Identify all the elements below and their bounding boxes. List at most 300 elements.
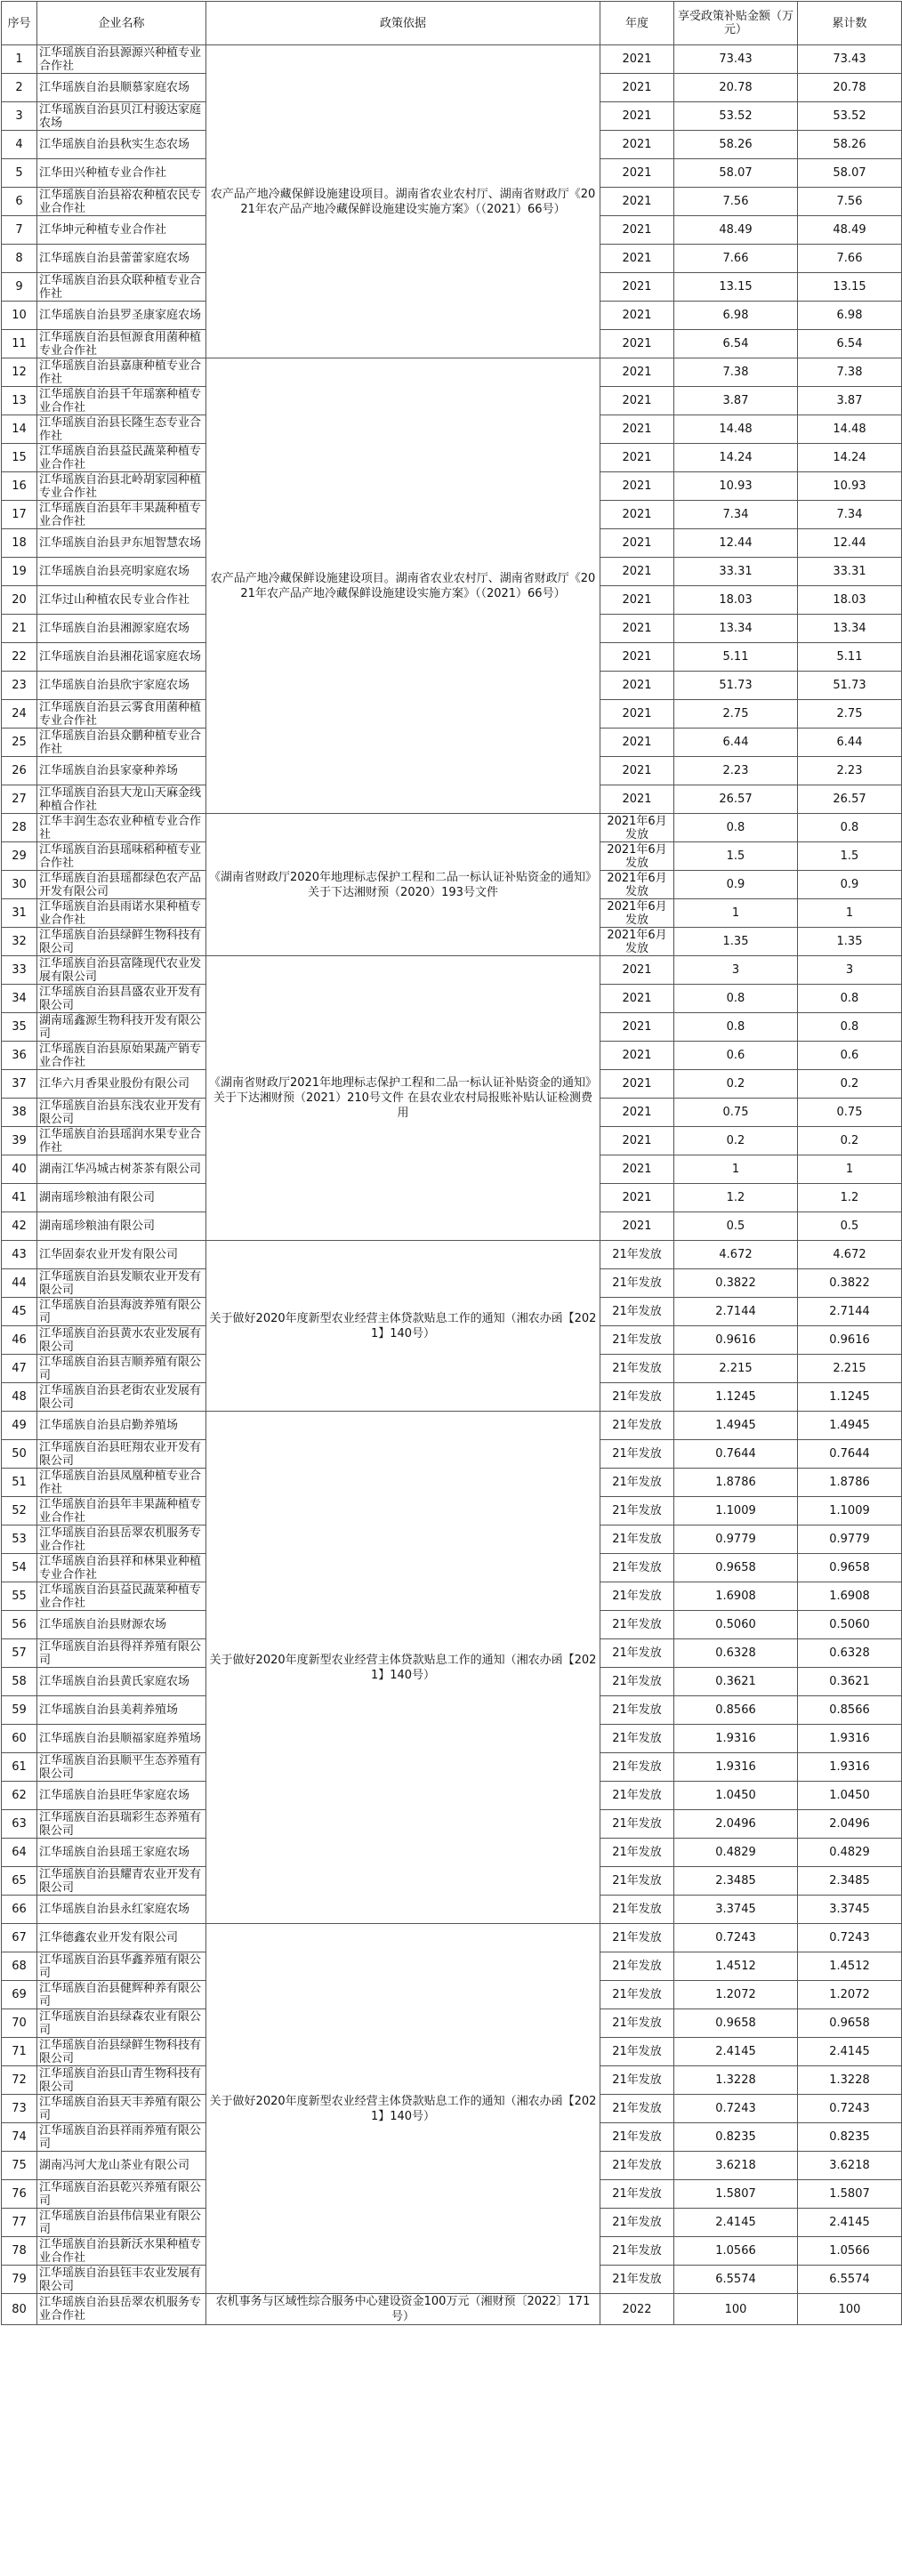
- subsidy-amount: 13.34: [674, 615, 798, 643]
- cumulative-total: 2.3485: [798, 1867, 902, 1896]
- enterprise-name: 江华丰润生态农业种植专业合作社: [37, 814, 206, 842]
- enterprise-name: 江华瑶族自治县岳翠农机服务专业合作社: [37, 2294, 206, 2325]
- enterprise-name: 江华瑶族自治县大龙山天麻金线种植合作社: [37, 785, 206, 814]
- subsidy-amount: 1.35: [674, 928, 798, 956]
- enterprise-name: 江华瑶族自治县乾兴养殖有限公司: [37, 2180, 206, 2209]
- cumulative-total: 1.5807: [798, 2180, 902, 2209]
- table-row: [2, 1241, 902, 1269]
- row-number: 30: [2, 871, 37, 899]
- cumulative-total: 1.5: [798, 842, 902, 871]
- year-cell: 2021年6月发放: [600, 928, 674, 956]
- policy-basis: 农机事务与区域性综合服务中心建设资金100万元（湘财预〔2022〕171号）: [206, 2294, 600, 2325]
- enterprise-name: 江华过山种植农民专业合作社: [37, 586, 206, 615]
- row-number: 45: [2, 1298, 37, 1326]
- row-number: 44: [2, 1269, 37, 1298]
- cumulative-total: 2.4145: [798, 2038, 902, 2066]
- enterprise-name: 江华瑶族自治县伟信果业有限公司: [37, 2209, 206, 2237]
- year-cell: 2021: [600, 501, 674, 529]
- year-cell: 21年发放: [600, 2237, 674, 2266]
- year-cell: 21年发放: [600, 1611, 674, 1639]
- year-cell: 21年发放: [600, 1326, 674, 1355]
- enterprise-name: 江华瑶族自治县东浅农业开发有限公司: [37, 1099, 206, 1127]
- row-number: 8: [2, 245, 37, 273]
- subsidy-amount: 26.57: [674, 785, 798, 814]
- year-cell: 2021: [600, 216, 674, 245]
- row-number: 22: [2, 643, 37, 672]
- year-cell: 2021: [600, 273, 674, 302]
- subsidy-amount: 7.56: [674, 188, 798, 216]
- subsidy-amount: 1: [674, 899, 798, 928]
- year-cell: 21年发放: [600, 1497, 674, 1525]
- subsidy-amount: 0.9658: [674, 2009, 798, 2038]
- cumulative-total: 6.44: [798, 729, 902, 757]
- enterprise-name: 江华瑶族自治县益民蔬菜种植专业合作社: [37, 1582, 206, 1611]
- enterprise-name: 江华瑶族自治县千年瑶寨种植专业合作社: [37, 387, 206, 415]
- year-cell: 2021: [600, 444, 674, 472]
- row-number: 69: [2, 1981, 37, 2009]
- row-number: 49: [2, 1412, 37, 1440]
- subsidy-amount: 1: [674, 1155, 798, 1184]
- enterprise-name: 江华瑶族自治县旺翔农业开发有限公司: [37, 1440, 206, 1469]
- subsidy-amount: 6.54: [674, 330, 798, 358]
- policy-basis: 《湖南省财政厅2020年地理标志保护工程和二品一标认证补贴资金的通知》关于下达湘财预（2020）193号文件: [206, 814, 600, 956]
- row-number: 39: [2, 1127, 37, 1155]
- subsidy-amount: 14.48: [674, 415, 798, 444]
- year-cell: 2022: [600, 2294, 674, 2325]
- subsidy-amount: 53.52: [674, 102, 798, 131]
- year-cell: 21年发放: [600, 1839, 674, 1867]
- row-number: 32: [2, 928, 37, 956]
- year-cell: 21年发放: [600, 1810, 674, 1839]
- year-cell: 21年发放: [600, 1469, 674, 1497]
- year-cell: 21年发放: [600, 1525, 674, 1554]
- enterprise-name: 江华瑶族自治县瑶味稻种植专业合作社: [37, 842, 206, 871]
- cumulative-total: 6.54: [798, 330, 902, 358]
- subsidy-amount: 14.24: [674, 444, 798, 472]
- cumulative-total: 10.93: [798, 472, 902, 501]
- enterprise-name: 江华瑶族自治县欣宇家庭农场: [37, 672, 206, 700]
- policy-basis: 关于做好2020年度新型农业经营主体贷款贴息工作的通知（湘农办函【2021】140号）: [206, 1241, 600, 1412]
- subsidy-amount: 58.07: [674, 159, 798, 188]
- row-number: 47: [2, 1355, 37, 1383]
- cumulative-total: 0.3621: [798, 1668, 902, 1696]
- subsidy-amount: 2.3485: [674, 1867, 798, 1896]
- cumulative-total: 1.6908: [798, 1582, 902, 1611]
- subsidy-amount: 20.78: [674, 74, 798, 102]
- subsidy-amount: 6.44: [674, 729, 798, 757]
- subsidy-amount: 0.4829: [674, 1839, 798, 1867]
- subsidy-amount: 2.7144: [674, 1298, 798, 1326]
- enterprise-name: 江华瑶族自治县罗圣康家庭农场: [37, 302, 206, 330]
- subsidy-amount: 10.93: [674, 472, 798, 501]
- row-number: 10: [2, 302, 37, 330]
- row-number: 73: [2, 2095, 37, 2123]
- enterprise-name: 江华瑶族自治县秋实生态农场: [37, 131, 206, 159]
- enterprise-name: 江华瑶族自治县顺福家庭养殖场: [37, 1725, 206, 1753]
- table-body: [2, 45, 902, 2325]
- cumulative-total: 0.8: [798, 1013, 902, 1042]
- subsidy-amount: 13.15: [674, 273, 798, 302]
- year-cell: 2021年6月发放: [600, 842, 674, 871]
- cumulative-total: 7.34: [798, 501, 902, 529]
- cumulative-total: 7.56: [798, 188, 902, 216]
- year-cell: 21年发放: [600, 2123, 674, 2152]
- cumulative-total: 58.07: [798, 159, 902, 188]
- subsidy-amount: 0.6: [674, 1042, 798, 1070]
- subsidy-amount: 0.5060: [674, 1611, 798, 1639]
- row-number: 31: [2, 899, 37, 928]
- year-cell: 2021: [600, 302, 674, 330]
- cumulative-total: 48.49: [798, 216, 902, 245]
- cumulative-total: 2.7144: [798, 1298, 902, 1326]
- enterprise-name: 江华瑶族自治县绿鲜生物科技有限公司: [37, 2038, 206, 2066]
- row-number: 6: [2, 188, 37, 216]
- cumulative-total: 0.4829: [798, 1839, 902, 1867]
- row-number: 37: [2, 1070, 37, 1099]
- cumulative-total: 7.66: [798, 245, 902, 273]
- year-cell: 2021年6月发放: [600, 871, 674, 899]
- table-row: [2, 1924, 902, 1952]
- enterprise-name: 江华瑶族自治县岳翠农机服务专业合作社: [37, 1525, 206, 1554]
- subsidy-amount: 0.3822: [674, 1269, 798, 1298]
- enterprise-name: 江华瑶族自治县天丰养殖有限公司: [37, 2095, 206, 2123]
- cumulative-total: 0.9658: [798, 1554, 902, 1582]
- enterprise-name: 江华瑶族自治县众鹏种植专业合作社: [37, 729, 206, 757]
- row-number: 14: [2, 415, 37, 444]
- enterprise-name: 江华固泰农业开发有限公司: [37, 1241, 206, 1269]
- row-number: 29: [2, 842, 37, 871]
- row-number: 23: [2, 672, 37, 700]
- year-cell: 21年发放: [600, 1668, 674, 1696]
- enterprise-name: 江华瑶族自治县年丰果蔬种植专业合作社: [37, 501, 206, 529]
- enterprise-name: 江华瑶族自治县吉顺养殖有限公司: [37, 1355, 206, 1383]
- row-number: 64: [2, 1839, 37, 1867]
- enterprise-name: 江华瑶族自治县嘉康种植专业合作社: [37, 358, 206, 387]
- subsidy-amount: 0.8235: [674, 2123, 798, 2152]
- cumulative-total: 13.34: [798, 615, 902, 643]
- subsidy-amount: 1.6908: [674, 1582, 798, 1611]
- cumulative-total: 1.1245: [798, 1383, 902, 1412]
- enterprise-name: 江华瑶族自治县原始果蔬产销专业合作社: [37, 1042, 206, 1070]
- cumulative-total: 0.9616: [798, 1326, 902, 1355]
- enterprise-name: 江华瑶族自治县财源农场: [37, 1611, 206, 1639]
- row-number: 66: [2, 1896, 37, 1924]
- cumulative-total: 12.44: [798, 529, 902, 558]
- subsidy-amount: 0.9616: [674, 1326, 798, 1355]
- subsidy-amount: 4.672: [674, 1241, 798, 1269]
- table-row: [2, 358, 902, 387]
- row-number: 70: [2, 2009, 37, 2038]
- year-cell: 21年发放: [600, 1924, 674, 1952]
- row-number: 20: [2, 586, 37, 615]
- row-number: 78: [2, 2237, 37, 2266]
- table-row: [2, 814, 902, 842]
- row-number: 2: [2, 74, 37, 102]
- subsidy-amount: 100: [674, 2294, 798, 2325]
- year-cell: 2021: [600, 672, 674, 700]
- year-cell: 21年发放: [600, 2066, 674, 2095]
- enterprise-name: 江华瑶族自治县瑶王家庭农场: [37, 1839, 206, 1867]
- cumulative-total: 1.4512: [798, 1952, 902, 1981]
- subsidy-amount: 1.5: [674, 842, 798, 871]
- row-number: 68: [2, 1952, 37, 1981]
- cumulative-total: 73.43: [798, 45, 902, 74]
- year-cell: 2021: [600, 956, 674, 985]
- year-cell: 21年发放: [600, 2009, 674, 2038]
- year-cell: 21年发放: [600, 1412, 674, 1440]
- row-number: 12: [2, 358, 37, 387]
- year-cell: 2021年6月发放: [600, 814, 674, 842]
- row-number: 35: [2, 1013, 37, 1042]
- enterprise-name: 江华瑶族自治县益民蔬菜种植专业合作社: [37, 444, 206, 472]
- enterprise-name: 江华瑶族自治县源源兴种植专业合作社: [37, 45, 206, 74]
- cumulative-total: 1.9316: [798, 1753, 902, 1782]
- subsidy-amount: 58.26: [674, 131, 798, 159]
- enterprise-name: 江华瑶族自治县瑞彩生态养殖有限公司: [37, 1810, 206, 1839]
- row-number: 41: [2, 1184, 37, 1212]
- subsidy-amount: 0.6328: [674, 1639, 798, 1668]
- cumulative-total: 3.3745: [798, 1896, 902, 1924]
- subsidy-amount: 0.5: [674, 1212, 798, 1241]
- year-cell: 21年发放: [600, 1554, 674, 1582]
- row-number: 4: [2, 131, 37, 159]
- year-cell: 2021: [600, 472, 674, 501]
- header-policy: 政策依据: [206, 2, 600, 45]
- subsidy-amount: 1.3228: [674, 2066, 798, 2095]
- enterprise-name: 江华瑶族自治县雨诺水果种植专业合作社: [37, 899, 206, 928]
- policy-basis: 关于做好2020年度新型农业经营主体贷款贴息工作的通知（湘农办函【2021】140号）: [206, 1924, 600, 2294]
- cumulative-total: 14.24: [798, 444, 902, 472]
- subsidy-amount: 18.03: [674, 586, 798, 615]
- subsidy-amount: 2.0496: [674, 1810, 798, 1839]
- subsidy-amount: 1.5807: [674, 2180, 798, 2209]
- subsidy-amount: 1.9316: [674, 1753, 798, 1782]
- year-cell: 2021: [600, 1184, 674, 1212]
- year-cell: 21年发放: [600, 1782, 674, 1810]
- year-cell: 21年发放: [600, 2266, 674, 2294]
- row-number: 40: [2, 1155, 37, 1184]
- row-number: 21: [2, 615, 37, 643]
- subsidy-amount: 33.31: [674, 558, 798, 586]
- enterprise-name: 江华瑶族自治县祥雨养殖有限公司: [37, 2123, 206, 2152]
- subsidy-amount: 0.7243: [674, 2095, 798, 2123]
- year-cell: 21年发放: [600, 1896, 674, 1924]
- subsidy-amount: 7.38: [674, 358, 798, 387]
- enterprise-name: 江华瑶族自治县瑶润水果专业合作社: [37, 1127, 206, 1155]
- header-no: 序号: [2, 2, 37, 45]
- enterprise-name: 江华瑶族自治县年丰果蔬种植专业合作社: [37, 1497, 206, 1525]
- cumulative-total: 0.7243: [798, 2095, 902, 2123]
- row-number: 75: [2, 2152, 37, 2180]
- subsidy-amount: 3.6218: [674, 2152, 798, 2180]
- enterprise-name: 江华瑶族自治县恒源食用菌种植专业合作社: [37, 330, 206, 358]
- enterprise-name: 江华瑶族自治县湘源家庭农场: [37, 615, 206, 643]
- year-cell: 21年发放: [600, 1725, 674, 1753]
- cumulative-total: 1.2072: [798, 1981, 902, 2009]
- year-cell: 21年发放: [600, 1582, 674, 1611]
- enterprise-name: 江华瑶族自治县新沃水果种植专业合作社: [37, 2237, 206, 2266]
- enterprise-name: 江华瑶族自治县绿森农业有限公司: [37, 2009, 206, 2038]
- enterprise-name: 江华瑶族自治县蕾蕾家庭农场: [37, 245, 206, 273]
- subsidy-amount: 2.215: [674, 1355, 798, 1383]
- cumulative-total: 0.6328: [798, 1639, 902, 1668]
- cumulative-total: 33.31: [798, 558, 902, 586]
- year-cell: 21年发放: [600, 1269, 674, 1298]
- cumulative-total: 51.73: [798, 672, 902, 700]
- cumulative-total: 5.11: [798, 643, 902, 672]
- year-cell: 2021: [600, 985, 674, 1013]
- cumulative-total: 2.0496: [798, 1810, 902, 1839]
- year-cell: 21年发放: [600, 1867, 674, 1896]
- year-cell: 2021: [600, 1070, 674, 1099]
- subsidy-amount: 6.98: [674, 302, 798, 330]
- year-cell: 21年发放: [600, 1696, 674, 1725]
- row-number: 42: [2, 1212, 37, 1241]
- year-cell: 2021: [600, 529, 674, 558]
- subsidy-amount: 2.75: [674, 700, 798, 729]
- row-number: 48: [2, 1383, 37, 1412]
- cumulative-total: 4.672: [798, 1241, 902, 1269]
- enterprise-name: 江华瑶族自治县顺慕家庭农场: [37, 74, 206, 102]
- cumulative-total: 3: [798, 956, 902, 985]
- policy-basis: 关于做好2020年度新型农业经营主体贷款贴息工作的通知（湘农办函【2021】140号）: [206, 1412, 600, 1924]
- row-number: 76: [2, 2180, 37, 2209]
- cumulative-total: 2.4145: [798, 2209, 902, 2237]
- cumulative-total: 3.87: [798, 387, 902, 415]
- row-number: 3: [2, 102, 37, 131]
- cumulative-total: 0.8: [798, 985, 902, 1013]
- cumulative-total: 53.52: [798, 102, 902, 131]
- row-number: 17: [2, 501, 37, 529]
- cumulative-total: 1.9316: [798, 1725, 902, 1753]
- year-cell: 21年发放: [600, 1952, 674, 1981]
- row-number: 56: [2, 1611, 37, 1639]
- enterprise-name: 江华瑶族自治县北岭胡家园种植专业合作社: [37, 472, 206, 501]
- subsidy-amount: 0.9658: [674, 1554, 798, 1582]
- subsidy-amount: 0.9779: [674, 1525, 798, 1554]
- cumulative-total: 0.9779: [798, 1525, 902, 1554]
- subsidy-amount: 2.23: [674, 757, 798, 785]
- row-number: 33: [2, 956, 37, 985]
- enterprise-name: 江华瑶族自治县得祥养殖有限公司: [37, 1639, 206, 1668]
- header-name: 企业名称: [37, 2, 206, 45]
- enterprise-name: 江华瑶族自治县启勤养殖场: [37, 1412, 206, 1440]
- year-cell: 2021: [600, 1013, 674, 1042]
- cumulative-total: 2.75: [798, 700, 902, 729]
- row-number: 16: [2, 472, 37, 501]
- subsidy-amount: 6.5574: [674, 2266, 798, 2294]
- enterprise-name: 江华瑶族自治县山青生物科技有限公司: [37, 2066, 206, 2095]
- year-cell: 21年发放: [600, 1440, 674, 1469]
- enterprise-name: 江华瑶族自治县裕农种植农民专业合作社: [37, 188, 206, 216]
- row-number: 52: [2, 1497, 37, 1525]
- enterprise-name: 湖南瑶珍粮油有限公司: [37, 1212, 206, 1241]
- row-number: 63: [2, 1810, 37, 1839]
- row-number: 24: [2, 700, 37, 729]
- subsidy-amount: 1.8786: [674, 1469, 798, 1497]
- cumulative-total: 3.6218: [798, 2152, 902, 2180]
- cumulative-total: 0.9: [798, 871, 902, 899]
- row-number: 46: [2, 1326, 37, 1355]
- subsidy-table: [1, 1, 902, 2325]
- year-cell: 21年发放: [600, 1383, 674, 1412]
- enterprise-name: 江华瑶族自治县家豪种养场: [37, 757, 206, 785]
- year-cell: 21年发放: [600, 1981, 674, 2009]
- subsidy-amount: 0.7243: [674, 1924, 798, 1952]
- enterprise-name: 湖南瑶珍粮油有限公司: [37, 1184, 206, 1212]
- header-total: 累计数: [798, 2, 902, 45]
- enterprise-name: 江华瑶族自治县永红家庭农场: [37, 1896, 206, 1924]
- cumulative-total: 26.57: [798, 785, 902, 814]
- year-cell: 21年发放: [600, 1753, 674, 1782]
- subsidy-amount: 51.73: [674, 672, 798, 700]
- subsidy-amount: 48.49: [674, 216, 798, 245]
- year-cell: 2021年6月发放: [600, 899, 674, 928]
- row-number: 25: [2, 729, 37, 757]
- row-number: 77: [2, 2209, 37, 2237]
- subsidy-amount: 2.4145: [674, 2209, 798, 2237]
- cumulative-total: 1: [798, 1155, 902, 1184]
- enterprise-name: 江华瑶族自治县尹东旭智慧农场: [37, 529, 206, 558]
- cumulative-total: 0.2: [798, 1070, 902, 1099]
- row-number: 80: [2, 2294, 37, 2325]
- year-cell: 21年发放: [600, 2209, 674, 2237]
- enterprise-name: 湖南冯河大龙山茶业有限公司: [37, 2152, 206, 2180]
- year-cell: 2021: [600, 1099, 674, 1127]
- cumulative-total: 0.8566: [798, 1696, 902, 1725]
- cumulative-total: 14.48: [798, 415, 902, 444]
- row-number: 55: [2, 1582, 37, 1611]
- row-number: 15: [2, 444, 37, 472]
- year-cell: 2021: [600, 586, 674, 615]
- subsidy-amount: 1.0450: [674, 1782, 798, 1810]
- year-cell: 2021: [600, 1212, 674, 1241]
- year-cell: 2021: [600, 1127, 674, 1155]
- enterprise-name: 江华瑶族自治县顺平生态养殖有限公司: [37, 1753, 206, 1782]
- enterprise-name: 江华瑶族自治县贝江村骏达家庭农场: [37, 102, 206, 131]
- subsidy-amount: 0.2: [674, 1127, 798, 1155]
- header-amount: 享受政策补贴金额（万元）: [674, 2, 798, 45]
- cumulative-total: 1.0566: [798, 2237, 902, 2266]
- table-row: [2, 1412, 902, 1440]
- subsidy-amount: 12.44: [674, 529, 798, 558]
- enterprise-name: 湖南瑶鑫源生物科技开发有限公司: [37, 1013, 206, 1042]
- cumulative-total: 0.5060: [798, 1611, 902, 1639]
- row-number: 19: [2, 558, 37, 586]
- enterprise-name: 江华瑶族自治县钰丰农业发展有限公司: [37, 2266, 206, 2294]
- enterprise-name: 江华瑶族自治县美莉养殖场: [37, 1696, 206, 1725]
- year-cell: 2021: [600, 757, 674, 785]
- table-row: [2, 45, 902, 74]
- subsidy-amount: 0.8: [674, 1013, 798, 1042]
- row-number: 71: [2, 2038, 37, 2066]
- enterprise-name: 江华坤元种植专业合作社: [37, 216, 206, 245]
- enterprise-name: 江华德鑫农业开发有限公司: [37, 1924, 206, 1952]
- subsidy-amount: 1.0566: [674, 2237, 798, 2266]
- year-cell: 21年发放: [600, 1639, 674, 1668]
- year-cell: 2021: [600, 700, 674, 729]
- enterprise-name: 江华瑶族自治县黄氏家庭农场: [37, 1668, 206, 1696]
- year-cell: 21年发放: [600, 1241, 674, 1269]
- policy-basis: 农产品产地冷藏保鲜设施建设项目。湖南省农业农村厅、湖南省财政厅《2021年农产品产地冷藏保鲜设施建设实施方案》（（2021）66号）: [206, 358, 600, 814]
- cumulative-total: 0.9658: [798, 2009, 902, 2038]
- subsidy-amount: 0.8566: [674, 1696, 798, 1725]
- row-number: 51: [2, 1469, 37, 1497]
- table-row: [2, 2294, 902, 2325]
- enterprise-name: 江华瑶族自治县耀青农业开发有限公司: [37, 1867, 206, 1896]
- year-cell: 2021: [600, 45, 674, 74]
- row-number: 67: [2, 1924, 37, 1952]
